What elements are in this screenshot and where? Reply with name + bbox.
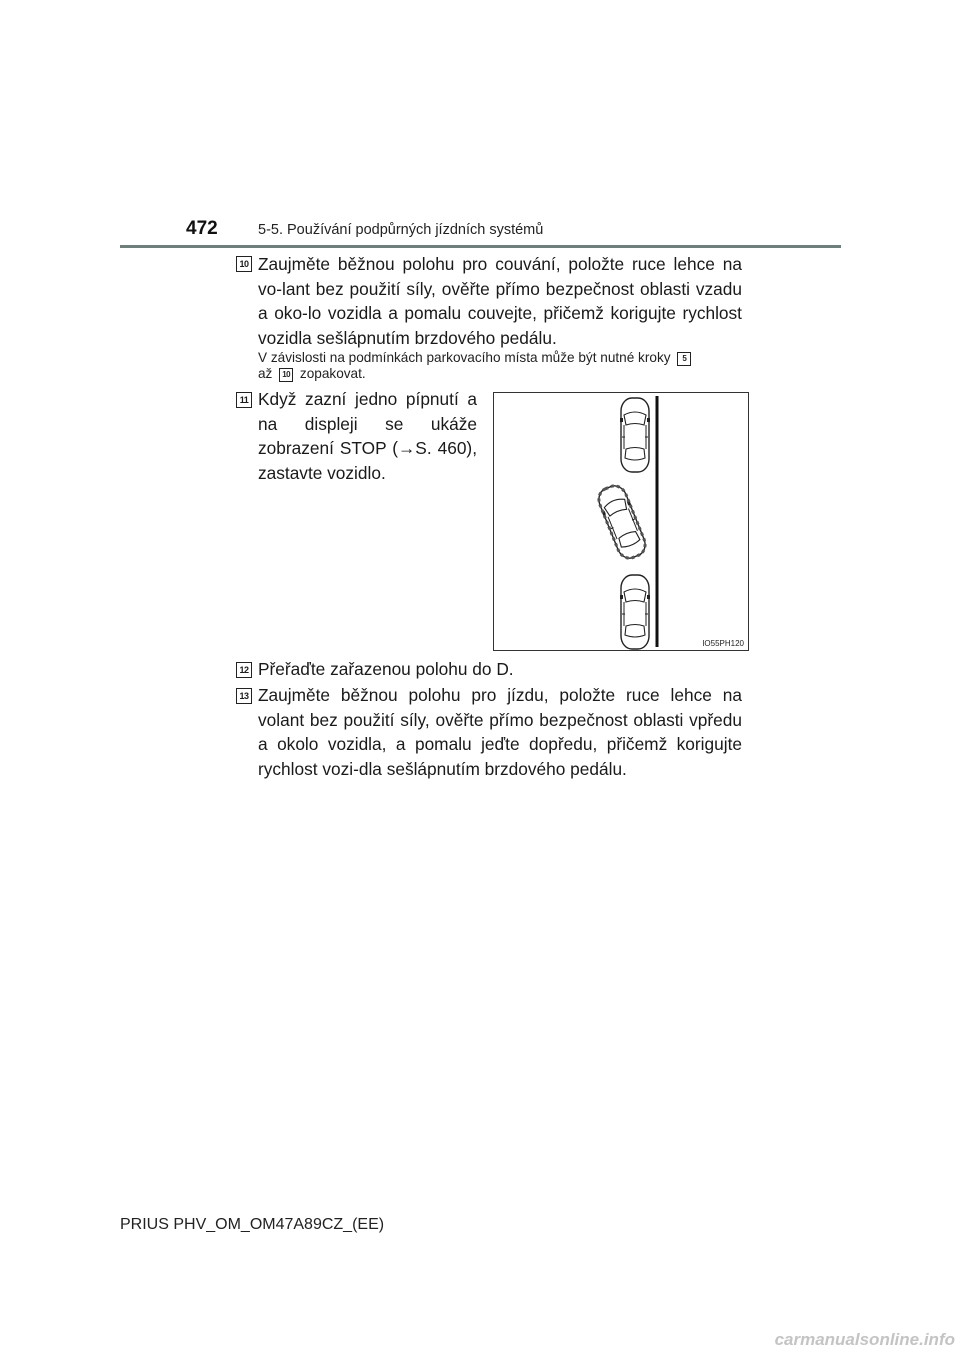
parked-car-rear (620, 575, 650, 649)
step-11-text: Když zazní jedno pípnutí a na displeji se ukáže zobrazení STOP (→S. 460), zastavte vozidlo. (258, 389, 477, 483)
step-13-badge: 13 (236, 688, 252, 704)
step-10-note-before: V závislosti na podmínkách parkovacího místa může být nutné kroky (258, 350, 671, 365)
parking-figure (493, 392, 749, 651)
reversing-car (594, 482, 650, 562)
step-13-text: Zaujměte běžnou polohu pro jízdu, položte ruce lehce na volant bez použití síly, ověřte přímo bezpečnost oblasti vpředu a okolo vozidla, a pomalu jeďte dopředu, přičemž korigujte rychlost vozi-dla sešlápnutím brzdového pedálu. (258, 685, 742, 779)
step-12-text: Přeřaďte zařazenou polohu do D. (258, 659, 514, 679)
step-12-badge: 12 (236, 662, 252, 678)
note-step-10-badge: 10 (279, 368, 293, 382)
note-step-5-badge: 5 (677, 352, 691, 366)
step-10-text: Zaujměte běžnou polohu pro couvání, položte ruce lehce na vo-lant bez použití síly, ověřte přímo bezpečnost oblasti vzadu a oko-lo vozidla a pomalu couvejte, přičemž korigujte rychlost vozidla sešlápnutím brzdového pedálu. (258, 254, 742, 348)
watermark: carmanualsonline.info (774, 1330, 955, 1349)
figure-id: IO55PH120 (702, 639, 744, 648)
parking-diagram (494, 393, 748, 650)
step-10-note-after: zopakovat. (299, 366, 366, 381)
section-title: 5-5. Používání podpůrných jízdních systémů (258, 222, 544, 238)
step-11-badge: 11 (236, 392, 252, 408)
page-number: 472 (186, 218, 218, 239)
header-divider (120, 245, 841, 248)
document-code: PRIUS PHV_OM_OM47A89CZ_(EE) (120, 1216, 385, 1233)
step-10-note (258, 350, 748, 382)
step-10-badge: 10 (236, 256, 252, 272)
step-10-note-mid: až (258, 366, 273, 381)
parked-car-front (620, 398, 650, 472)
